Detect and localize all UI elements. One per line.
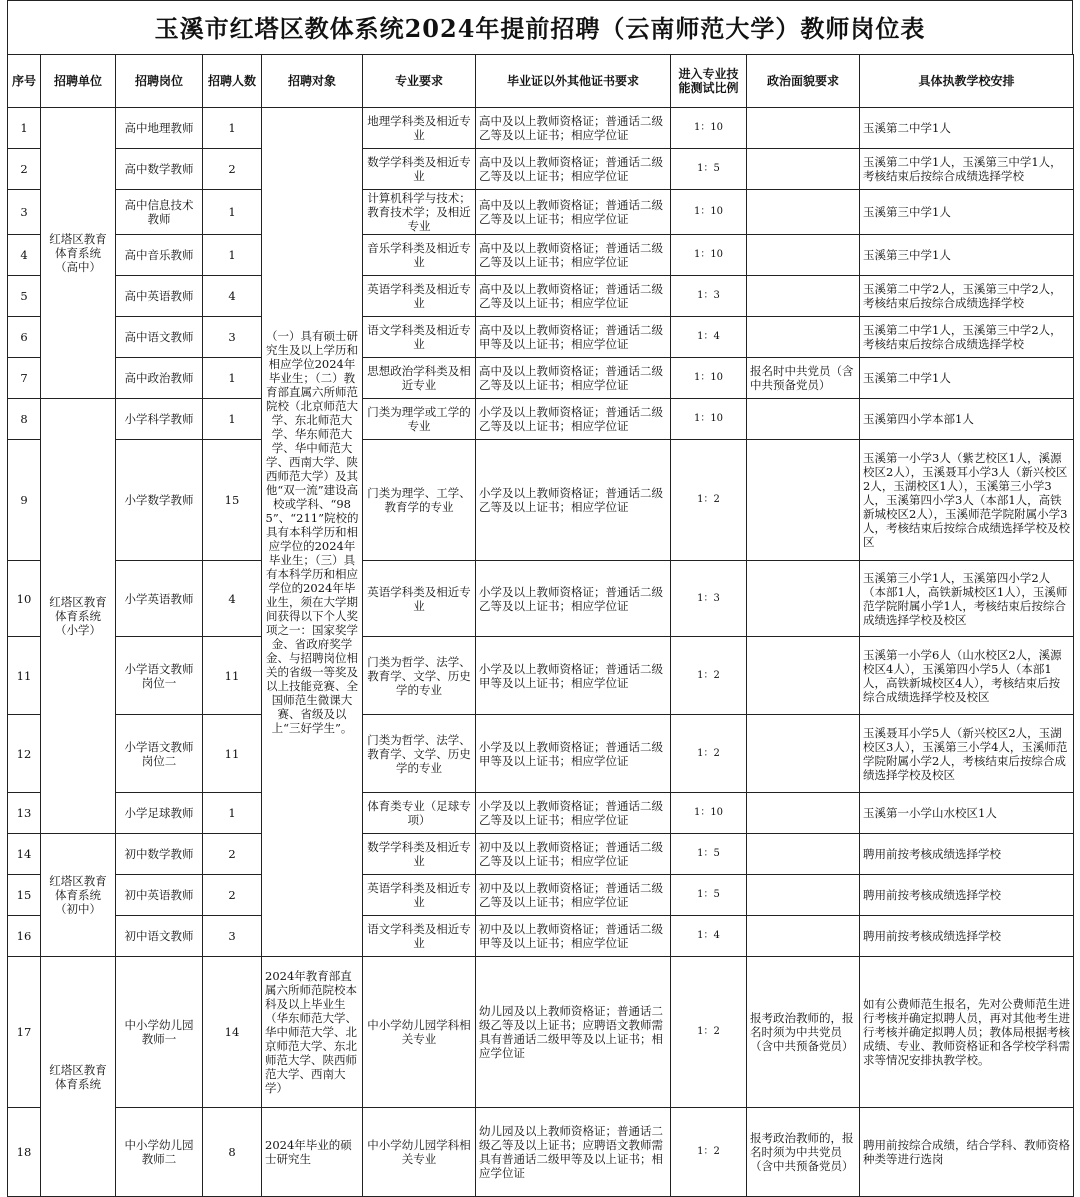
ratio-cell: 1：10 (671, 108, 747, 149)
major-cell: 门类为理学或工学的专业 (363, 399, 476, 440)
table-row (8, 916, 1074, 957)
schools-cell: 聘用前按考核成绩选择学校 (860, 834, 1074, 875)
table-row (8, 793, 1074, 834)
post-cell: 小学语文教师岗位一 (116, 637, 203, 715)
politics-cell: 报名时中共党员（含中共预备党员） (747, 358, 860, 399)
politics-cell (747, 561, 860, 637)
row-number-cell: 6 (8, 317, 41, 358)
ratio-cell: 1：10 (671, 235, 747, 276)
count-cell: 15 (203, 440, 262, 561)
cert-cell: 幼儿园及以上教师资格证；普通话二级乙等及以上证书；应聘语文教师需具有普通话二级甲等及以上证书；相应学位证 (476, 957, 671, 1108)
table-row (8, 875, 1074, 916)
politics-cell: 报考政治教师的，报名时须为中共党员（含中共预备党员） (747, 957, 860, 1108)
ratio-cell: 1：2 (671, 1108, 747, 1197)
row-number-cell: 14 (8, 834, 41, 875)
politics-cell (747, 108, 860, 149)
cert-cell: 小学及以上教师资格证；普通话二级乙等及以上证书；相应学位证 (476, 399, 671, 440)
major-cell: 思想政治学科类及相近专业 (363, 358, 476, 399)
table-row (8, 317, 1074, 358)
header-cell: 序号 (8, 55, 41, 108)
major-cell: 体育类专业（足球专项） (363, 793, 476, 834)
cert-cell: 小学及以上教师资格证；普通话二级甲等及以上证书；相应学位证 (476, 637, 671, 715)
table-row (8, 715, 1074, 793)
row-number-cell: 16 (8, 916, 41, 957)
row-number-cell: 2 (8, 149, 41, 190)
count-cell: 8 (203, 1108, 262, 1197)
cert-cell: 高中及以上教师资格证；普通话二级乙等及以上证书；相应学位证 (476, 190, 671, 235)
page-title: 玉溪市红塔区教体系统2024年提前招聘（云南师范大学）教师岗位表 (7, 0, 1073, 55)
ratio-cell: 1：4 (671, 916, 747, 957)
ratio-cell: 1：2 (671, 957, 747, 1108)
politics-cell (747, 190, 860, 235)
major-cell: 中小学幼儿园学科相关专业 (363, 957, 476, 1108)
cert-cell: 高中及以上教师资格证；普通话二级乙等及以上证书；相应学位证 (476, 276, 671, 317)
count-cell: 1 (203, 399, 262, 440)
cert-cell: 初中及以上教师资格证；普通话二级乙等及以上证书；相应学位证 (476, 834, 671, 875)
schools-cell: 玉溪第四小学本部1人 (860, 399, 1074, 440)
schools-cell: 玉溪第二中学1人 (860, 108, 1074, 149)
header-cell: 招聘岗位 (116, 55, 203, 108)
header-cell: 招聘人数 (203, 55, 262, 108)
header-cell: 具体执教学校安排 (860, 55, 1074, 108)
post-cell: 高中信息技术教师 (116, 190, 203, 235)
count-cell: 3 (203, 916, 262, 957)
table-row (8, 834, 1074, 875)
target-cell: （一）具有硕士研究生及以上学历和相应学位2024年毕业生；（二）教育部直属六所师范院校（北京师范大学、东北师范大学、华东师范大学、华中师范大学、西南大学、陕西师范大学）及其他“双一流”建设高校或学科、“985”、“211”院校的具有本科学历和相应学位的2024年毕业生；（三）具有本科学历和相应学位的2024年毕业生，须在大学期间获得以下个人奖项之一：国家奖学金、省政府奖学金、与招聘岗位相关的省级一等奖及以上技能竞赛、全国师范生微课大赛、省级及以上“三好学生”。 (262, 108, 363, 957)
table-row (8, 1108, 1074, 1197)
politics-cell (747, 637, 860, 715)
schools-cell: 聘用前按考核成绩选择学校 (860, 875, 1074, 916)
schools-cell: 玉溪第一小学6人（山水校区2人，溪源校区4人），玉溪第四小学5人（本部1人，高铁新城校区4人），考核结束后按综合成绩选择学校及校区 (860, 637, 1074, 715)
count-cell: 2 (203, 834, 262, 875)
count-cell: 11 (203, 637, 262, 715)
row-number-cell: 1 (8, 108, 41, 149)
schools-cell: 聘用前按考核成绩选择学校 (860, 916, 1074, 957)
ratio-cell: 1：10 (671, 399, 747, 440)
cert-cell: 高中及以上教师资格证；普通话二级乙等及以上证书；相应学位证 (476, 149, 671, 190)
post-cell: 初中英语教师 (116, 875, 203, 916)
schools-cell: 玉溪第二中学1人 (860, 358, 1074, 399)
cert-cell: 小学及以上教师资格证；普通话二级甲等及以上证书；相应学位证 (476, 715, 671, 793)
count-cell: 4 (203, 561, 262, 637)
count-cell: 3 (203, 317, 262, 358)
ratio-cell: 1：2 (671, 440, 747, 561)
politics-cell (747, 834, 860, 875)
cert-cell: 高中及以上教师资格证；普通话二级乙等及以上证书；相应学位证 (476, 235, 671, 276)
cert-cell: 高中及以上教师资格证；普通话二级乙等及以上证书；相应学位证 (476, 108, 671, 149)
post-cell: 高中政治教师 (116, 358, 203, 399)
major-cell: 门类为理学、工学、教育学的专业 (363, 440, 476, 561)
unit-cell: 红塔区教育体育系统 (41, 957, 116, 1197)
cert-cell: 高中及以上教师资格证；普通话二级甲等及以上证书；相应学位证 (476, 317, 671, 358)
politics-cell (747, 793, 860, 834)
major-cell: 计算机科学与技术；教育技术学；及相近专业 (363, 190, 476, 235)
target-cell: 2024年毕业的硕士研究生 (262, 1108, 363, 1197)
ratio-cell: 1：5 (671, 149, 747, 190)
table-row (8, 149, 1074, 190)
header-cell: 进入专业技能测试比例 (671, 55, 747, 108)
politics-cell (747, 715, 860, 793)
cert-cell: 初中及以上教师资格证；普通话二级乙等及以上证书；相应学位证 (476, 875, 671, 916)
schools-cell: 玉溪第二中学1人，玉溪第三中学1人，考核结束后按综合成绩选择学校 (860, 149, 1074, 190)
table-row (8, 957, 1074, 1108)
schools-cell: 玉溪第一小学3人（紫艺校区1人，溪源校区2人），玉溪聂耳小学3人（新兴校区2人，玉湖校区1人），玉溪第三小学3人，玉溪第四小学3人（本部1人，高铁新城校区2人），玉溪师范学院附属小学3人，考核结束后按综合成绩选择学校及校区 (860, 440, 1074, 561)
count-cell: 14 (203, 957, 262, 1108)
table-row (8, 358, 1074, 399)
cert-cell: 小学及以上教师资格证；普通话二级乙等及以上证书；相应学位证 (476, 561, 671, 637)
header-cell: 专业要求 (363, 55, 476, 108)
row-number-cell: 7 (8, 358, 41, 399)
row-number-cell: 8 (8, 399, 41, 440)
major-cell: 音乐学科类及相近专业 (363, 235, 476, 276)
row-number-cell: 17 (8, 957, 41, 1108)
ratio-cell: 1：10 (671, 793, 747, 834)
header-cell: 政治面貌要求 (747, 55, 860, 108)
schools-cell: 玉溪聂耳小学5人（新兴校区2人，玉湖校区3人），玉溪第三小学4人，玉溪师范学院附属小学2人，考核结束后按综合成绩选择学校及校区 (860, 715, 1074, 793)
count-cell: 11 (203, 715, 262, 793)
table-header-row (8, 55, 1074, 108)
politics-cell (747, 875, 860, 916)
post-cell: 高中数学教师 (116, 149, 203, 190)
row-number-cell: 10 (8, 561, 41, 637)
post-cell: 高中地理教师 (116, 108, 203, 149)
table-row (8, 399, 1074, 440)
row-number-cell: 12 (8, 715, 41, 793)
ratio-cell: 1：3 (671, 561, 747, 637)
post-cell: 高中语文教师 (116, 317, 203, 358)
post-cell: 初中数学教师 (116, 834, 203, 875)
schools-cell: 如有公费师范生报名，先对公费师范生进行考核并确定拟聘人员，再对其他考生进行考核并确定拟聘人员；教体局根据考核成绩、专业、教师资格证和各学校学科需求等情况安排执教学校。 (860, 957, 1074, 1108)
row-number-cell: 3 (8, 190, 41, 235)
post-cell: 小学足球教师 (116, 793, 203, 834)
schools-cell: 聘用前按综合成绩，结合学科、教师资格种类等进行选岗 (860, 1108, 1074, 1197)
schools-cell: 玉溪第三小学1人，玉溪第四小学2人（本部1人，高铁新城校区1人），玉溪师范学院附属小学1人，考核结束后按综合成绩选择学校及校区 (860, 561, 1074, 637)
post-cell: 小学英语教师 (116, 561, 203, 637)
schools-cell: 玉溪第二中学1人，玉溪第三中学2人，考核结束后按综合成绩选择学校 (860, 317, 1074, 358)
count-cell: 1 (203, 235, 262, 276)
table-row (8, 276, 1074, 317)
schools-cell: 玉溪第三中学1人 (860, 235, 1074, 276)
politics-cell (747, 235, 860, 276)
unit-cell: 红塔区教育体育系统（小学） (41, 399, 116, 834)
row-number-cell: 9 (8, 440, 41, 561)
count-cell: 1 (203, 108, 262, 149)
post-cell: 小学数学教师 (116, 440, 203, 561)
cert-cell: 小学及以上教师资格证；普通话二级乙等及以上证书；相应学位证 (476, 793, 671, 834)
unit-cell: 红塔区教育体育系统（初中） (41, 834, 116, 957)
ratio-cell: 1：4 (671, 317, 747, 358)
major-cell: 英语学科类及相近专业 (363, 561, 476, 637)
ratio-cell: 1：10 (671, 358, 747, 399)
politics-cell (747, 317, 860, 358)
header-cell: 毕业证以外其他证书要求 (476, 55, 671, 108)
politics-cell (747, 916, 860, 957)
table-row (8, 190, 1074, 235)
ratio-cell: 1：3 (671, 276, 747, 317)
count-cell: 2 (203, 875, 262, 916)
row-number-cell: 15 (8, 875, 41, 916)
major-cell: 地理学科类及相近专业 (363, 108, 476, 149)
schools-cell: 玉溪第三中学1人 (860, 190, 1074, 235)
unit-cell: 红塔区教育体育系统（高中） (41, 108, 116, 399)
table-row (8, 440, 1074, 561)
post-cell: 小学语文教师岗位二 (116, 715, 203, 793)
major-cell: 英语学科类及相近专业 (363, 875, 476, 916)
cert-cell: 高中及以上教师资格证；普通话二级乙等及以上证书；相应学位证 (476, 358, 671, 399)
politics-cell (747, 149, 860, 190)
header-cell: 招聘单位 (41, 55, 116, 108)
post-cell: 中小学幼儿园教师二 (116, 1108, 203, 1197)
major-cell: 数学学科类及相近专业 (363, 834, 476, 875)
row-number-cell: 18 (8, 1108, 41, 1197)
schools-cell: 玉溪第一小学山水校区1人 (860, 793, 1074, 834)
cert-cell: 小学及以上教师资格证；普通话二级乙等及以上证书；相应学位证 (476, 440, 671, 561)
recruitment-table (7, 54, 1074, 1197)
major-cell: 门类为哲学、法学、教育学、文学、历史学的专业 (363, 637, 476, 715)
ratio-cell: 1：5 (671, 875, 747, 916)
count-cell: 2 (203, 149, 262, 190)
schools-cell: 玉溪第二中学2人，玉溪第三中学2人，考核结束后按综合成绩选择学校 (860, 276, 1074, 317)
cert-cell: 初中及以上教师资格证；普通话二级甲等及以上证书；相应学位证 (476, 916, 671, 957)
ratio-cell: 1：10 (671, 190, 747, 235)
politics-cell (747, 399, 860, 440)
major-cell: 语文学科类及相近专业 (363, 317, 476, 358)
table-row (8, 561, 1074, 637)
major-cell: 英语学科类及相近专业 (363, 276, 476, 317)
post-cell: 中小学幼儿园教师一 (116, 957, 203, 1108)
politics-cell: 报考政治教师的，报名时须为中共党员（含中共预备党员） (747, 1108, 860, 1197)
ratio-cell: 1：2 (671, 637, 747, 715)
cert-cell: 幼儿园及以上教师资格证；普通话二级乙等及以上证书；应聘语文教师需具有普通话二级甲等及以上证书；相应学位证 (476, 1108, 671, 1197)
row-number-cell: 13 (8, 793, 41, 834)
post-cell: 小学科学教师 (116, 399, 203, 440)
post-cell: 初中语文教师 (116, 916, 203, 957)
table-row (8, 235, 1074, 276)
target-cell: 2024年教育部直属六所师范院校本科及以上毕业生（华东师范大学、华中师范大学、北京师范大学、东北师范大学、陕西师范大学、西南大学） (262, 957, 363, 1108)
count-cell: 1 (203, 358, 262, 399)
major-cell: 中小学幼儿园学科相关专业 (363, 1108, 476, 1197)
post-cell: 高中英语教师 (116, 276, 203, 317)
post-cell: 高中音乐教师 (116, 235, 203, 276)
count-cell: 1 (203, 190, 262, 235)
count-cell: 1 (203, 793, 262, 834)
ratio-cell: 1：5 (671, 834, 747, 875)
major-cell: 门类为哲学、法学、教育学、文学、历史学的专业 (363, 715, 476, 793)
politics-cell (747, 440, 860, 561)
row-number-cell: 5 (8, 276, 41, 317)
ratio-cell: 1：2 (671, 715, 747, 793)
row-number-cell: 4 (8, 235, 41, 276)
count-cell: 4 (203, 276, 262, 317)
row-number-cell: 11 (8, 637, 41, 715)
table-row (8, 108, 1074, 149)
table-row (8, 637, 1074, 715)
major-cell: 数学学科类及相近专业 (363, 149, 476, 190)
major-cell: 语文学科类及相近专业 (363, 916, 476, 957)
header-cell: 招聘对象 (262, 55, 363, 108)
politics-cell (747, 276, 860, 317)
